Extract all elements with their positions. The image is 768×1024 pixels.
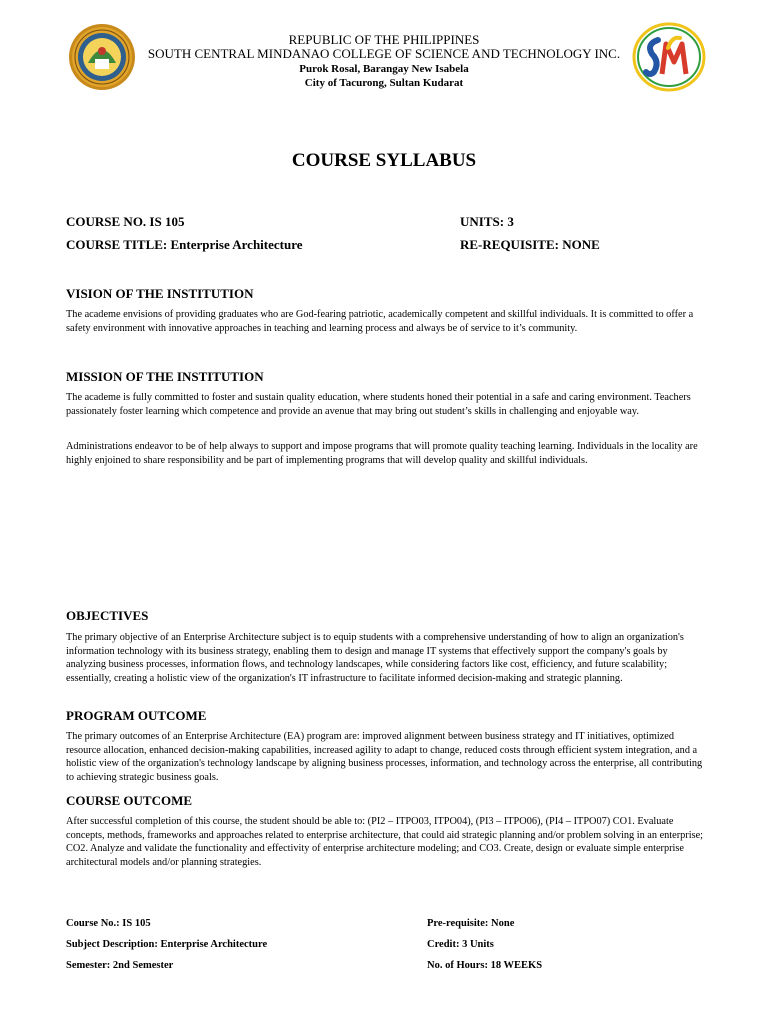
- course-outcome-text: After successful completion of this course, the student should be able to: (PI2 – ITPO03, ITPO04), (PI3 – ITPO06), (PI4 – ITPO07) CO1. Evaluate concepts, methods, frameworks and approaches related to enterprise architecture, that could aid strategic planning and/or problem solving in an enterprise; CO2. Analyze and validate the functionality and effectivity of enterprise architecture modeling; and CO3. Create, design or evaluate simple enterprise architectural models and/or planning strategies.: [66, 816, 704, 868]
- course-number: COURSE NO. IS 105: [66, 214, 185, 229]
- course-title: COURSE TITLE: Enterprise Architecture: [66, 237, 303, 252]
- header-republic: REPUBLIC OF THE PHILIPPINES: [288, 32, 480, 47]
- course-outcome-heading: COURSE OUTCOME: [66, 793, 193, 808]
- mission-text-1: The academe is fully committed to foster and sustain quality education, where students honed their potential in a safe and caring environment. Teachers passionately foster learning which competence and provide an avenue that may bring out student’s skills in challenging and enjoyable way.: [66, 392, 691, 417]
- objectives-heading: OBJECTIVES: [66, 608, 149, 623]
- vision-text: The academe envisions of providing graduates who are God-fearing patriotic, academically competent and skillful individuals. It is committed to offer a safety environment with innovative approaches in teaching and learning process and always be of service to it’s community.: [66, 309, 694, 334]
- header-address-1: Purok Rosal, Barangay New Isabela: [299, 63, 469, 75]
- mission-heading: MISSION OF THE INSTITUTION: [66, 369, 264, 384]
- footer-subject: Subject Description: Enterprise Architecture: [66, 939, 268, 950]
- footer-prerequisite: Pre-requisite: None: [427, 918, 515, 929]
- objectives-text: The primary objective of an Enterprise Architecture subject is to equip students with a comprehensive understanding of how to align an organization's information technology with its business strategy, enabling them to design and manage IT systems that effectively support the company's goals by analyzing business processes, information flows, and technology landscapes, while considering factors like cost, efficiency, and future scalability; essentially, creating a holistic view of the organization's IT infrastructure to facilitate informed decision-making and strategic planning.: [66, 632, 684, 684]
- footer-hours: No. of Hours: 18 WEEKS: [427, 960, 543, 971]
- program-outcome-text: The primary outcomes of an Enterprise Architecture (EA) program are: improved alignment between business strategy and IT initiatives, optimized resource allocation, enhanced decision-making capabilities, increased agility to adapt to change, reduced costs through efficient system integration, and a holistic view of the organization's technology landscape by aligning business processes, information, and technology across the enterprise, all contributing to achieving strategic business goals.: [66, 731, 703, 783]
- course-units: UNITS: 3: [460, 214, 514, 229]
- mission-text-2: Administrations endeavor to be of help always to support and impose programs that will promote quality teaching learning. Individuals in the locality are highly enjoined to share responsibility and be part of implementing programs that will develop quality and skillful individuals.: [66, 441, 698, 466]
- footer-credit: Credit: 3 Units: [427, 939, 494, 950]
- header-address-2: City of Tacurong, Sultan Kudarat: [304, 77, 464, 89]
- program-outcome-heading: PROGRAM OUTCOME: [66, 708, 207, 723]
- page-title: COURSE SYLLABUS: [291, 150, 477, 171]
- course-prerequisite: RE-REQUISITE: NONE: [460, 237, 600, 252]
- vision-heading: VISION OF THE INSTITUTION: [66, 286, 254, 301]
- footer-course-no: Course No.: IS 105: [66, 918, 151, 929]
- header-college-name: SOUTH CENTRAL MINDANAO COLLEGE OF SCIENCE AND TECHNOLOGY INC.: [147, 46, 621, 61]
- footer-semester: Semester: 2nd Semester: [66, 960, 174, 971]
